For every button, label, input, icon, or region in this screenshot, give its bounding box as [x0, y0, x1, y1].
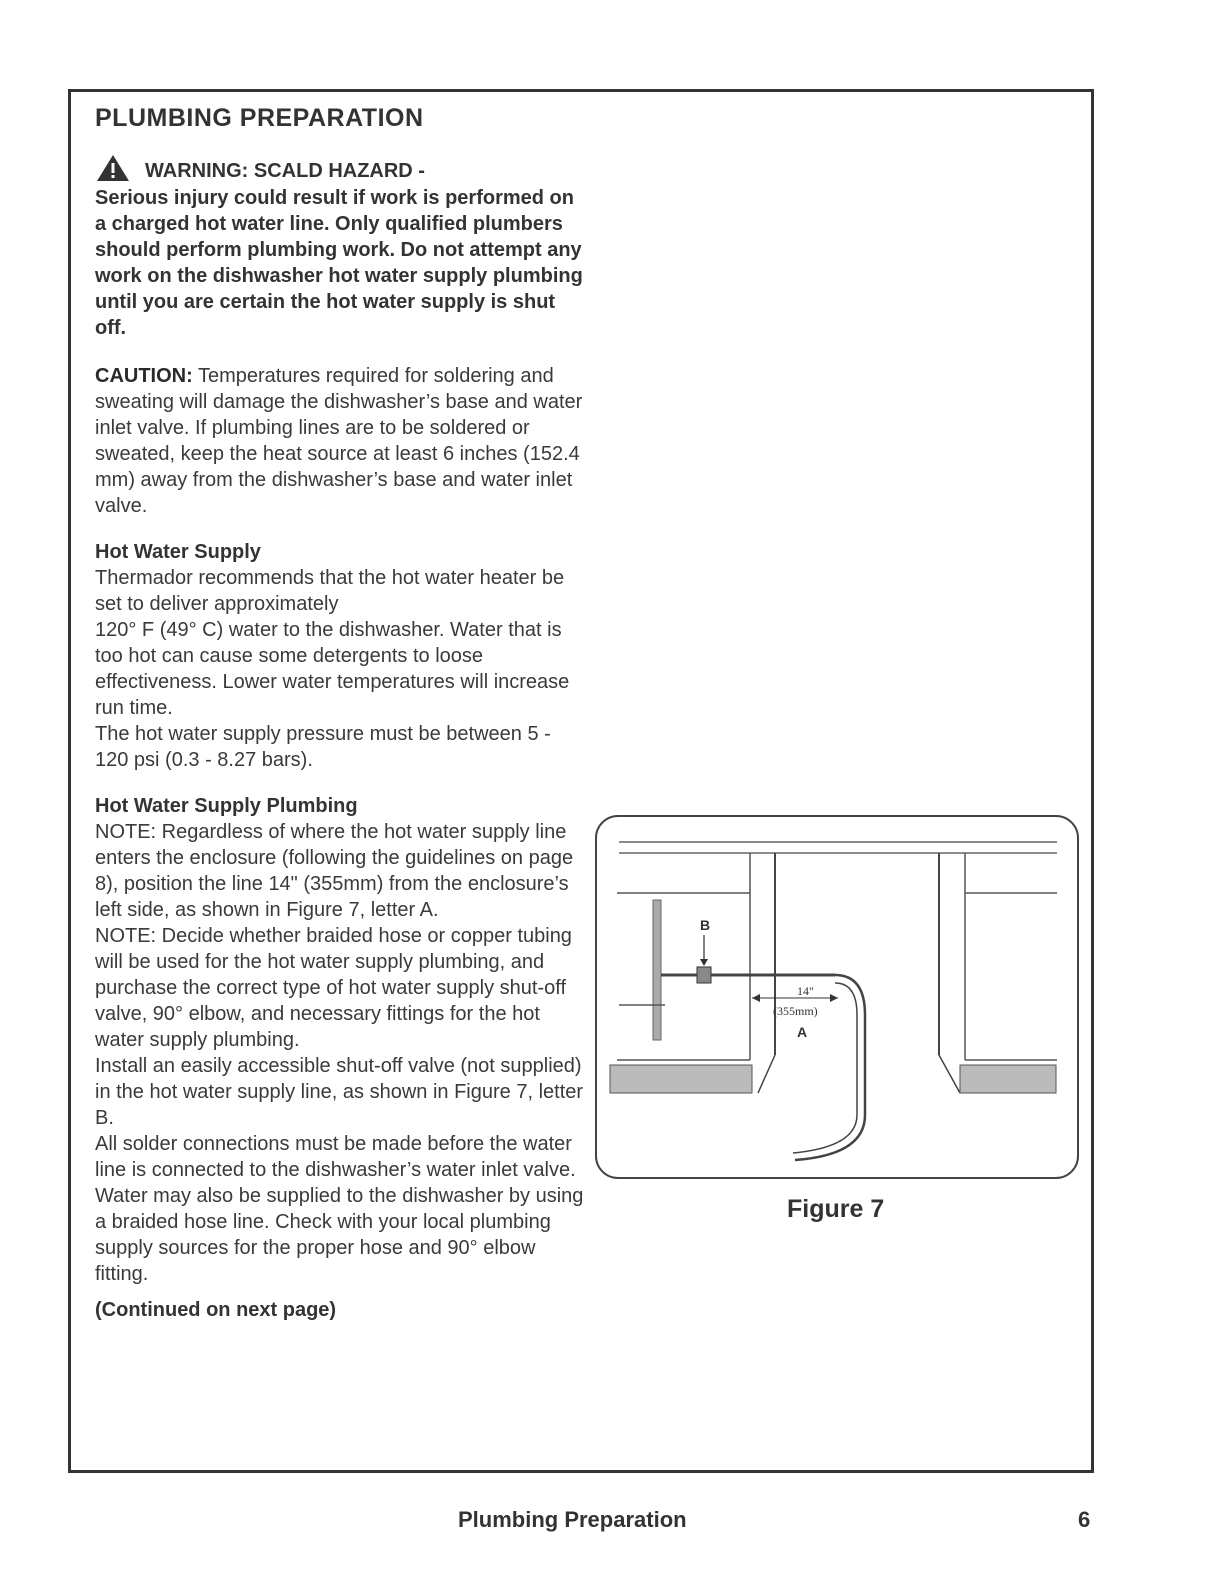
page-title: PLUMBING PREPARATION — [95, 104, 424, 132]
figure-dim-inches: 14" — [797, 984, 814, 998]
figure-7-diagram — [595, 815, 1079, 1179]
warning-triangle-icon — [95, 153, 131, 183]
warning-body: Serious injury could result if work is performed on a charged hot water line. Only qualified plumbers should perform plumbing work. Do not attempt any work on the dishwasher hot water supply plumbing until you are certain the hot water supply is shut off. — [95, 187, 583, 339]
text-column — [95, 104, 585, 1322]
plumbing-heading: Hot Water Supply Plumbing — [95, 795, 358, 817]
figure-label-b: B — [700, 917, 711, 933]
footer-title: Plumbing Preparation — [458, 1507, 687, 1532]
hot-water-supply-text: Thermador recommends that the hot water heater be set to deliver approximately 120° F (49° C) water to the dishwasher. Water that is too hot can cause some detergents to loose effectiveness. Lower water temperatures will increase run time. The hot water supply pressure must be between 5 - 120 psi (0.3 - 8.27 bars). — [95, 567, 570, 771]
figure-label-a: A — [797, 1024, 808, 1040]
warning-header — [95, 153, 585, 183]
figure-caption: Figure 7 — [787, 1195, 885, 1223]
warning-heading: WARNING: SCALD HAZARD - — [145, 160, 425, 182]
caution-label: CAUTION: — [95, 365, 193, 387]
page-number: 6 — [1078, 1507, 1091, 1532]
hot-water-supply-heading: Hot Water Supply — [95, 541, 261, 563]
caution-paragraph — [95, 363, 585, 519]
continued-note: (Continued on next page) — [95, 1299, 337, 1321]
caution-text: Temperatures required for soldering and sweating will damage the dishwasher’s base and water inlet valve. If plumbing lines are to be soldered or sweated, keep the heat source at least 6 inches (152.4 mm) away from the dishwasher’s base and water inlet valve. — [95, 365, 583, 517]
figure-dim-mm: (355mm) — [773, 1004, 818, 1018]
plumbing-text: NOTE: Regardless of where the hot water supply line enters the enclosure (following the guidelines on page 8), position the line 14" (355mm) from the enclosure’s left side, as shown in Figure 7, letter A. NOTE: Decide whether braided hose or copper tubing will be used for the hot water supply plumbing, and purchase the correct type of hot water supply shut-off valve, 90° elbow, and necessary fittings for the hot water supply plumbing. Install an easily accessible shut-off valve (not supplied) in the hot water supply line, as shown in Figure 7, letter B. All solder connections must be made before the water line is connected to the dishwasher’s water inlet valve. Water may also be supplied to the dishwasher by using a braided hose line. Check with your local plumbing supply sources for the proper hose and 90° elbow fitting. — [95, 821, 584, 1285]
